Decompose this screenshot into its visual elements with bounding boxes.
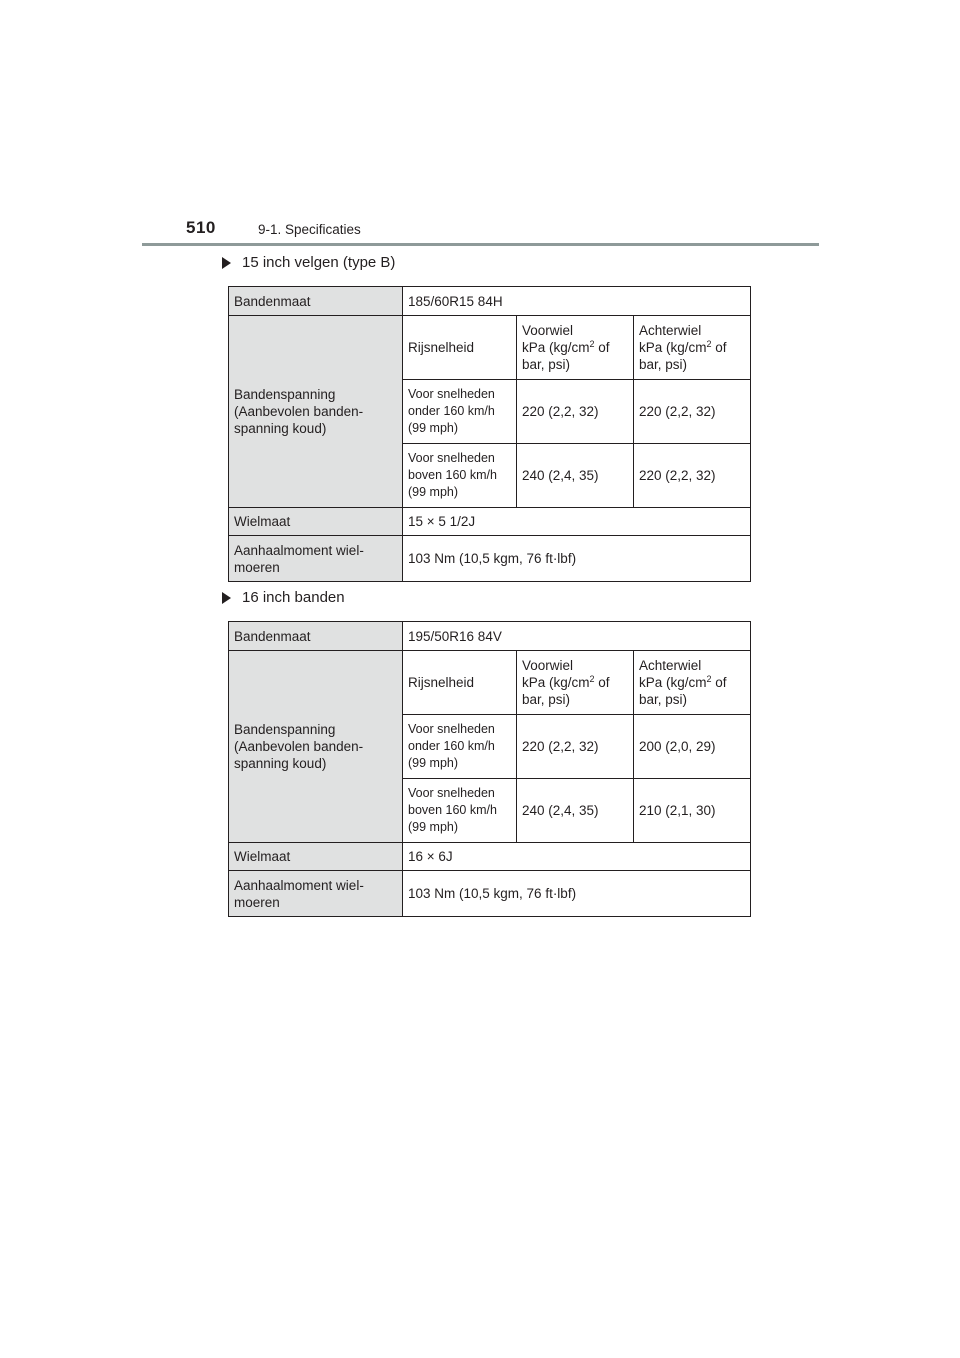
tire-size-label: Bandenmaat [229, 287, 403, 316]
torque-label: Aanhaalmoment wiel- moeren [229, 871, 403, 917]
header-divider [142, 243, 819, 246]
wheel-size-value: 15 × 5 1/2J [403, 508, 751, 536]
front-pressure-cell: 220 (2,2, 32) [517, 380, 634, 444]
tire-pressure-label: Bandenspanning (Aanbevolen banden- spanning koud) [229, 651, 403, 843]
rear-pressure-cell: 220 (2,2, 32) [634, 444, 751, 508]
speed-column-header: Rijsnelheid [403, 651, 517, 715]
tire-pressure-label: Bandenspanning (Aanbevolen banden- spanning koud) [229, 316, 403, 508]
rear-pressure-cell: 210 (2,1, 30) [634, 779, 751, 843]
rear-wheel-column-header: Achterwiel kPa ($kg/cm^2$ of bar, psi) [634, 651, 751, 715]
rear-pressure-cell: 220 (2,2, 32) [634, 380, 751, 444]
speed-condition-cell: Voor snelheden onder 160 km/h (99 mph) [403, 715, 517, 779]
spec-table-16-inch [228, 621, 751, 917]
speed-column-header: Rijsnelheid [403, 316, 517, 380]
rear-wheel-column-header: Achterwiel kPa ($kg/cm^2$ of bar, psi) [634, 316, 751, 380]
front-pressure-cell: 220 (2,2, 32) [517, 715, 634, 779]
rear-pressure-cell: 200 (2,0, 29) [634, 715, 751, 779]
wheel-size-label: Wielmaat [229, 508, 403, 536]
table-row [229, 651, 751, 715]
front-wheel-column-header: Voorwiel kPa ($kg/cm^2$ of bar, psi) [517, 316, 634, 380]
torque-value: 103 Nm (10,5 kgm, 76 ft·lbf) [403, 536, 751, 582]
spec-table-15-inch [228, 286, 751, 582]
page-number: 510 [186, 218, 216, 237]
torque-value: 103 Nm (10,5 kgm, 76 ft·lbf) [403, 871, 751, 917]
tire-size-value: 195/50R16 84V [403, 622, 751, 651]
table-row [229, 622, 751, 651]
speed-condition-cell: Voor snelheden boven 160 km/h (99 mph) [403, 444, 517, 508]
section-heading-15-inch [222, 254, 395, 271]
section-heading-text: 15 inch velgen (type B) [242, 254, 396, 271]
section-title: 9-1. Specificaties [258, 222, 361, 237]
table-row [229, 871, 751, 917]
table-row [229, 508, 751, 536]
front-pressure-cell: 240 (2,4, 35) [517, 444, 634, 508]
tire-size-value: 185/60R15 84H [403, 287, 751, 316]
table-row [229, 843, 751, 871]
torque-label: Aanhaalmoment wiel- moeren [229, 536, 403, 582]
front-pressure-cell: 240 (2,4, 35) [517, 779, 634, 843]
section-heading-text: 16 inch banden [242, 589, 345, 606]
triangle-bullet-icon [222, 592, 231, 604]
section-heading-16-inch [222, 589, 345, 606]
speed-condition-cell: Voor snelheden onder 160 km/h (99 mph) [403, 380, 517, 444]
front-wheel-column-header: Voorwiel kPa ($kg/cm^2$ of bar, psi) [517, 651, 634, 715]
speed-condition-cell: Voor snelheden boven 160 km/h (99 mph) [403, 779, 517, 843]
wheel-size-value: 16 × 6J [403, 843, 751, 871]
triangle-bullet-icon [222, 257, 231, 269]
table-row [229, 536, 751, 582]
tire-size-label: Bandenmaat [229, 622, 403, 651]
table-row [229, 287, 751, 316]
wheel-size-label: Wielmaat [229, 843, 403, 871]
table-row [229, 316, 751, 380]
